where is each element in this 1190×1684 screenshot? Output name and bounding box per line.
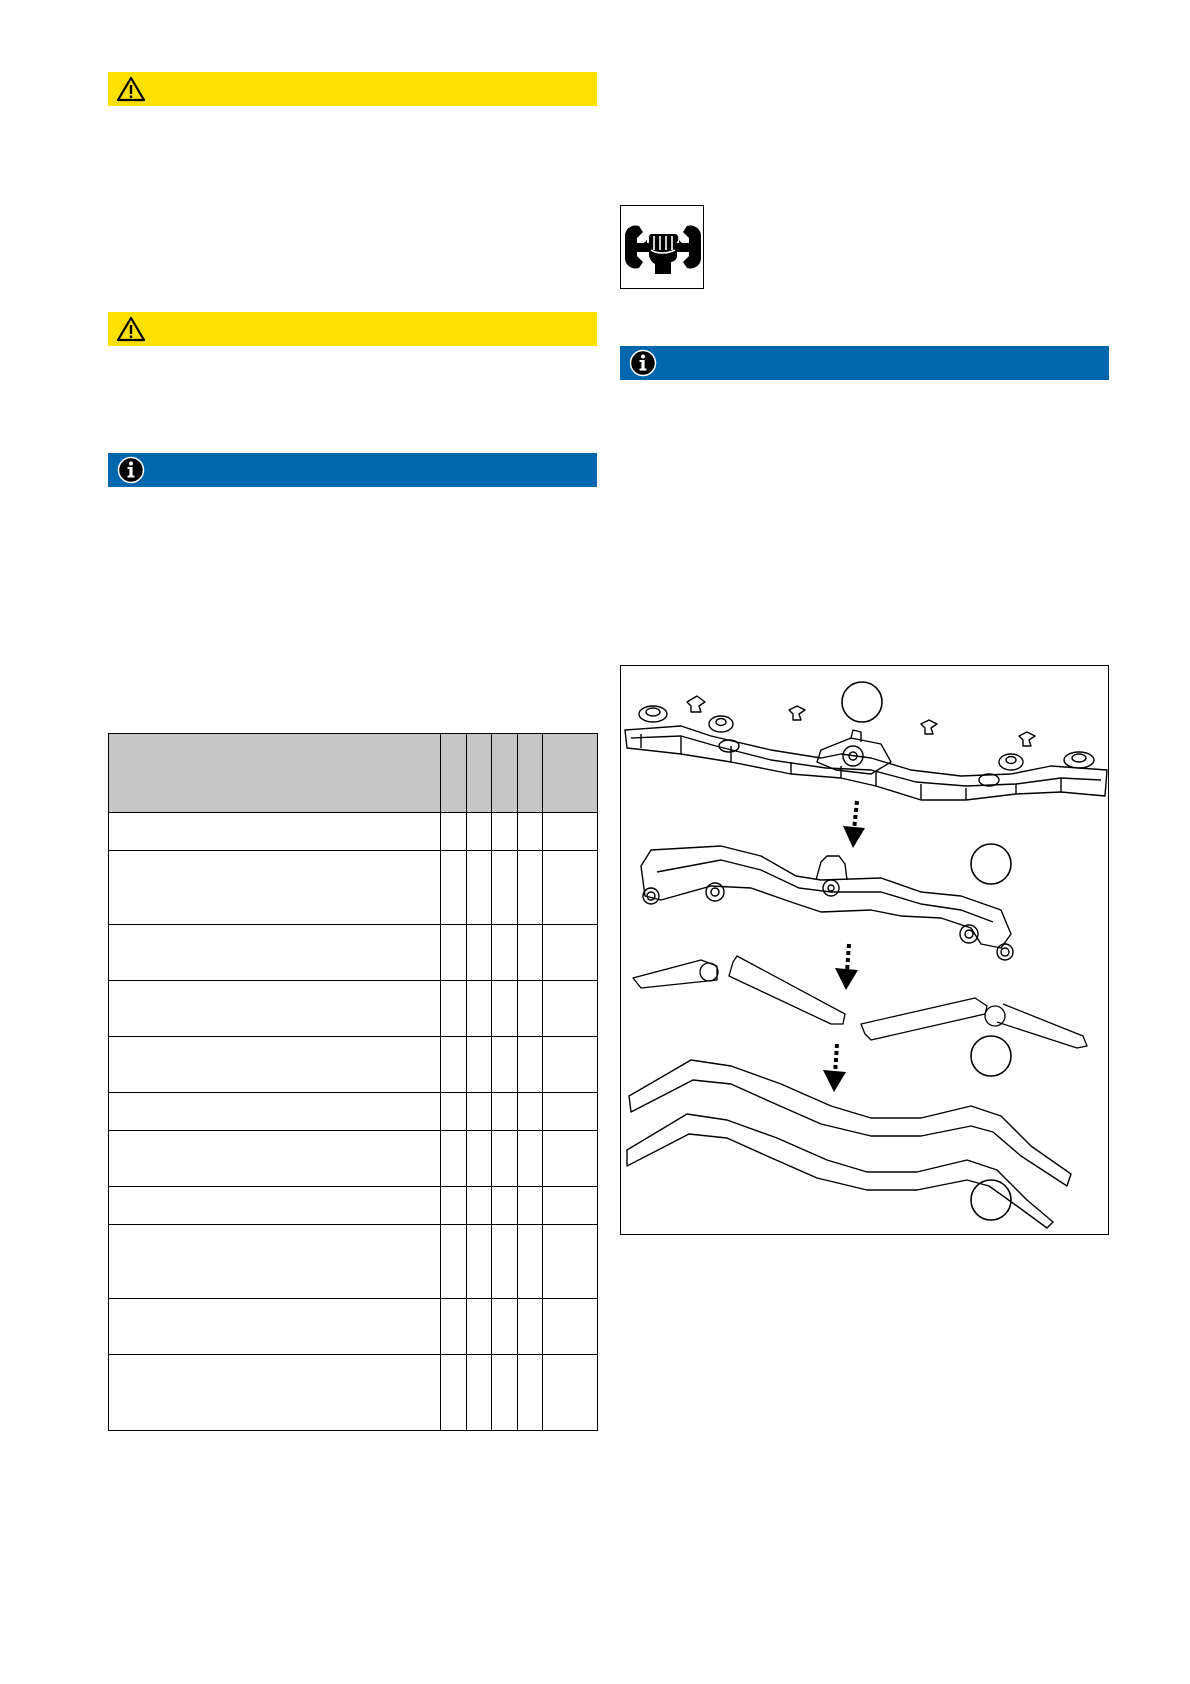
arrow-down-icon — [843, 801, 865, 848]
table-row — [109, 1131, 598, 1187]
table-header-row — [109, 734, 598, 813]
warning-triangle-icon — [116, 315, 146, 343]
table-row — [109, 1355, 598, 1431]
table-header-cell — [543, 734, 598, 813]
arrow-down-icon — [835, 944, 858, 990]
info-banner-2 — [620, 346, 1109, 380]
hand-wrench-icon — [621, 206, 705, 290]
table-row — [109, 1093, 598, 1131]
maintenance-icon-box — [620, 205, 704, 289]
exploded-squeegee-assembly-illustration — [621, 666, 1108, 1234]
info-banner-1 — [108, 453, 597, 487]
table-header-cell — [492, 734, 518, 813]
table-header-cell — [518, 734, 543, 813]
assembly-figure — [620, 665, 1109, 1235]
warning-banner-2 — [108, 312, 597, 346]
table-header-cell — [467, 734, 492, 813]
callout-3 — [971, 1036, 1011, 1076]
info-circle-icon — [116, 456, 146, 484]
table-row — [109, 1037, 598, 1093]
table-row — [109, 1225, 598, 1299]
callout-1 — [842, 682, 882, 722]
table-row — [109, 1187, 598, 1225]
arrow-down-icon — [823, 1044, 846, 1092]
callout-2 — [971, 844, 1011, 884]
table-row — [109, 981, 598, 1037]
maintenance-table — [108, 733, 598, 1431]
table-row — [109, 925, 598, 981]
warning-triangle-icon — [116, 75, 146, 103]
table-row — [109, 851, 598, 925]
table-row — [109, 1299, 598, 1355]
warning-banner-1 — [108, 72, 597, 106]
info-circle-icon — [628, 349, 658, 377]
table-row — [109, 813, 598, 851]
callout-4 — [971, 1180, 1011, 1220]
table-header-cell — [441, 734, 467, 813]
table-header-cell — [109, 734, 441, 813]
